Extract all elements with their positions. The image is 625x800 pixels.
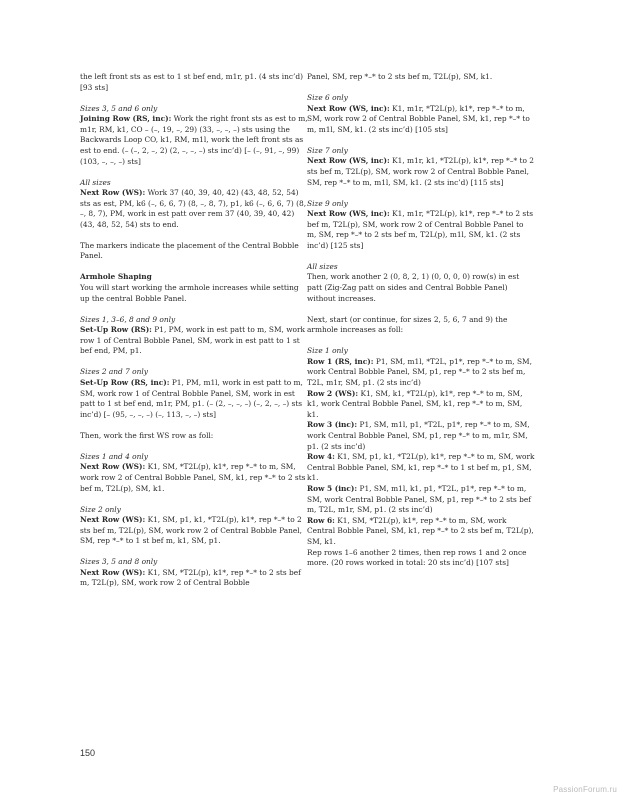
left-column <box>80 72 308 599</box>
instruction-text <box>307 484 535 516</box>
instruction-block <box>80 178 308 231</box>
instruction-text <box>80 241 308 262</box>
instruction-block <box>307 262 535 304</box>
row-label: Next Row (WS, inc): <box>307 209 390 219</box>
row-label: Next Row (WS, inc): <box>307 103 390 113</box>
instruction-block <box>80 104 308 168</box>
instruction-body: K1, SM, *T2L(p), k1*, rep *–* to 2 sts bef m, T2L(p), SM, work row 2 of Central Bobble <box>80 567 301 588</box>
size-heading: Sizes 1 and 4 only <box>80 451 148 461</box>
instruction-text: You will start working the armhole increases while setting up the central Bobble Panel. <box>80 283 299 303</box>
row-label: Row 1 (RS, inc): <box>307 356 374 366</box>
row-label: Next Row (WS): <box>80 462 146 472</box>
instruction-text <box>80 431 308 442</box>
instruction-body: K1, m1r, *T2L(p), k1*, rep *–* to m, SM, work row 2 of Central Bobble Panel, SM, k1, rep *–* to m, m1l, SM, k1. (2 sts inc’d) [105 sts] <box>307 103 530 134</box>
instruction-body: K1, m1r, k1, *T2L(p), k1*, rep *–* to 2 sts bef m, T2L(p), SM, work row 2 of Central Bobble Panel, SM, rep *–* to m, m1l, SM, k1. (2 sts inc’d) [115 sts] <box>307 156 534 187</box>
instruction-text <box>307 420 535 452</box>
instruction-text <box>307 72 535 83</box>
size-heading: Size 9 only <box>307 198 348 208</box>
instruction-block <box>80 452 308 494</box>
section-heading <box>80 272 308 283</box>
instruction-text <box>80 72 308 93</box>
size-heading: Size 7 only <box>307 145 348 155</box>
instruction-text <box>307 357 535 389</box>
instruction-text <box>307 272 535 304</box>
size-heading: Sizes 3, 5 and 6 only <box>80 103 158 113</box>
row-label: Next Row (WS): <box>80 188 146 198</box>
instruction-block <box>307 346 535 568</box>
instruction-body: K1, SM, p1, k1, *T2L(p), k1*, rep *–* to m, SM, work Central Bobble Panel, SM, k1, rep *–* to 1 st bef m, p1, SM, k1. <box>307 452 535 483</box>
instruction-body: P1, SM, m1l, k1, p1, *T2L, p1*, rep *–* to m, SM, work Central Bobble Panel, SM, p1, rep *–* to 2 sts bef m, T2L, m1r, SM, p1. (2 sts inc’d) <box>307 483 531 515</box>
instruction-text <box>80 378 308 420</box>
size-heading: Size 2 only <box>80 504 121 514</box>
instruction-body: Next, start (or continue, for sizes 2, 5, 6, 7 and 9) the armhole increases as foll: <box>307 314 508 335</box>
instruction-block <box>80 272 308 304</box>
instruction-body: Then, work the first WS row as foll: <box>80 430 214 440</box>
instruction-text <box>80 114 308 167</box>
instruction-text <box>307 315 535 336</box>
size-heading: Size 6 only <box>307 92 348 102</box>
size-heading: All sizes <box>307 261 338 271</box>
instruction-text <box>80 462 308 494</box>
instruction-block <box>80 431 308 442</box>
size-heading: All sizes <box>80 177 111 187</box>
instruction-body: K1, SM, *T2L(p), k1*, rep *–* to m, SM, work Central Bobble Panel, SM, k1, rep *–* to 2 sts bef m, T2L(p), SM, k1. <box>307 515 534 546</box>
instruction-body: K1, SM, *T2L(p), k1*, rep *–* to m, SM, work row 2 of Central Bobble Panel, SM, k1, rep *–* to 2 sts bef m, T2L(p), SM, k1. <box>80 462 306 493</box>
instruction-text <box>307 389 535 421</box>
instruction-block <box>80 241 308 262</box>
instruction-block <box>80 72 308 93</box>
instruction-text <box>80 515 308 547</box>
section-title: Armhole Shaping <box>80 272 152 282</box>
instruction-body: P1, PM, work in est patt to m, SM, work row 1 of Central Bobble Panel, SM, work in est patt to 1 st bef end, PM, p1. <box>80 325 305 356</box>
instruction-body: K1, m1r, *T2L(p), k1*, rep *–* to 2 sts bef m, T2L(p), SM, work row 2 of Central Bobble Panel to m, SM, rep *–* to 2 sts bef m, T2L(p), m1l, SM, k1. (2 sts inc’d) [125 sts] <box>307 209 533 250</box>
instruction-block <box>307 315 535 336</box>
row-label: Row 2 (WS): <box>307 388 359 398</box>
instruction-block <box>307 199 535 252</box>
instruction-text: Rep rows 1–6 another 2 times, then rep rows 1 and 2 once more. (20 rows worked in total: 20 sts inc’d) [107 sts] <box>307 547 527 568</box>
instruction-text <box>307 156 535 188</box>
instruction-body: Work 37 (40, 39, 40, 42) (43, 48, 52, 54) sts as est, PM, k6 (–, 6, 6, 7) (8, –, 8, 7), p1, k6 (–, 6, 6, 7) (8, –, 8, 7), PM, work in est patt over rem 37 (40, 39, 40, 42) (43, 48, 52, 54) sts to end. <box>80 188 307 229</box>
instruction-body: K1, SM, k1, *T2L(p), k1*, rep *–* to m, SM, k1, work Central Bobble Panel, SM, k1, rep *–* to m, SM, k1. <box>307 388 523 419</box>
instruction-body: P1, SM, m1l, *T2L, p1*, rep *–* to m, SM, work Central Bobble Panel, SM, p1, rep *–* to 2 sts bef m, T2L, m1r, SM, p1. (2 sts inc’d) <box>307 356 532 387</box>
size-heading: Size 1 only <box>307 346 348 356</box>
instruction-body: P1, SM, m1l, p1, *T2L, p1*, rep *–* to m, SM, work Central Bobble Panel, SM, p1, rep *–* to m, m1r, SM, p1. (2 sts inc’d) <box>307 420 530 451</box>
row-label: Set-Up Row (RS): <box>80 325 152 335</box>
row-label: Row 4: <box>307 452 335 462</box>
row-label: Next Row (WS): <box>80 515 146 525</box>
row-label: Row 3 (inc): <box>307 420 358 430</box>
instruction-body: the left front sts as est to 1 st bef end, m1r, p1. (4 sts inc’d) [93 sts] <box>80 72 303 92</box>
instruction-block <box>80 315 308 357</box>
instruction-block <box>80 505 308 547</box>
instruction-text <box>80 325 308 357</box>
size-heading: Sizes 1, 3–6, 8 and 9 only <box>80 314 176 324</box>
instruction-body: The markers indicate the placement of the Central Bobble Panel. <box>80 240 299 261</box>
row-label: Next Row (WS, inc): <box>307 156 390 166</box>
right-column <box>307 72 535 579</box>
instruction-text <box>80 568 308 589</box>
instruction-body: Work the right front sts as est to m, m1r, RM, k1, CO – (–, 19, –, 29) (33, –, –, –) sts using the Backwards Loop CO, k1, RM, m1l, work the left front sts as est to end. (– (–, 2, –, 2) (2, –, –, –) sts inc’d) [– (–, 91, –, 99) (103, –, –, –) sts] <box>80 114 308 166</box>
instruction-body: Panel, SM, rep *–* to 2 sts bef m, T2L(p), SM, k1. <box>307 72 493 81</box>
size-heading: Sizes 3, 5 and 8 only <box>80 557 158 567</box>
row-label: Set-Up Row (RS, inc): <box>80 378 170 387</box>
instruction-block <box>80 367 308 420</box>
instruction-body: K1, SM, p1, k1, *T2L(p), k1*, rep *–* to 2 sts bef m, T2L(p), SM, work row 2 of Central Bobble Panel, SM, rep *–* to 1 st bef m, k1, SM, p1. <box>80 515 302 546</box>
instruction-text <box>307 452 535 484</box>
row-label: Next Row (WS): <box>80 567 146 577</box>
instruction-text <box>307 516 535 548</box>
instruction-body: Then, work another 2 (0, 8, 2, 1) (0, 0, 0, 0) row(s) in est patt (Zig-Zag patt on sides and Central Bobble Panel) without increases. <box>307 272 520 303</box>
instruction-block <box>307 72 535 83</box>
instruction-text <box>80 188 308 230</box>
watermark: PassionForum.ru <box>553 785 617 794</box>
instruction-text <box>307 209 535 251</box>
instruction-block <box>307 93 535 135</box>
size-heading: Sizes 2 and 7 only <box>80 367 148 377</box>
row-label: Row 6: <box>307 515 335 525</box>
instruction-block <box>80 557 308 589</box>
page-number: 150 <box>80 748 96 758</box>
instruction-text <box>307 104 535 136</box>
instruction-body: P1, PM, m1l, work in est patt to m, SM, work row 1 of Central Bobble Panel, SM, work in est patt to 1 st bef end, m1r, PM, p1. (– (2, –, –, –) (–, 2, –, –) sts inc’d) [– (95, –, –, –) (–, 113, –, –) sts] <box>80 378 303 419</box>
row-label: Joining Row (RS, inc): <box>80 114 172 124</box>
instruction-block <box>307 146 535 188</box>
row-label: Row 5 (inc): <box>307 483 358 493</box>
